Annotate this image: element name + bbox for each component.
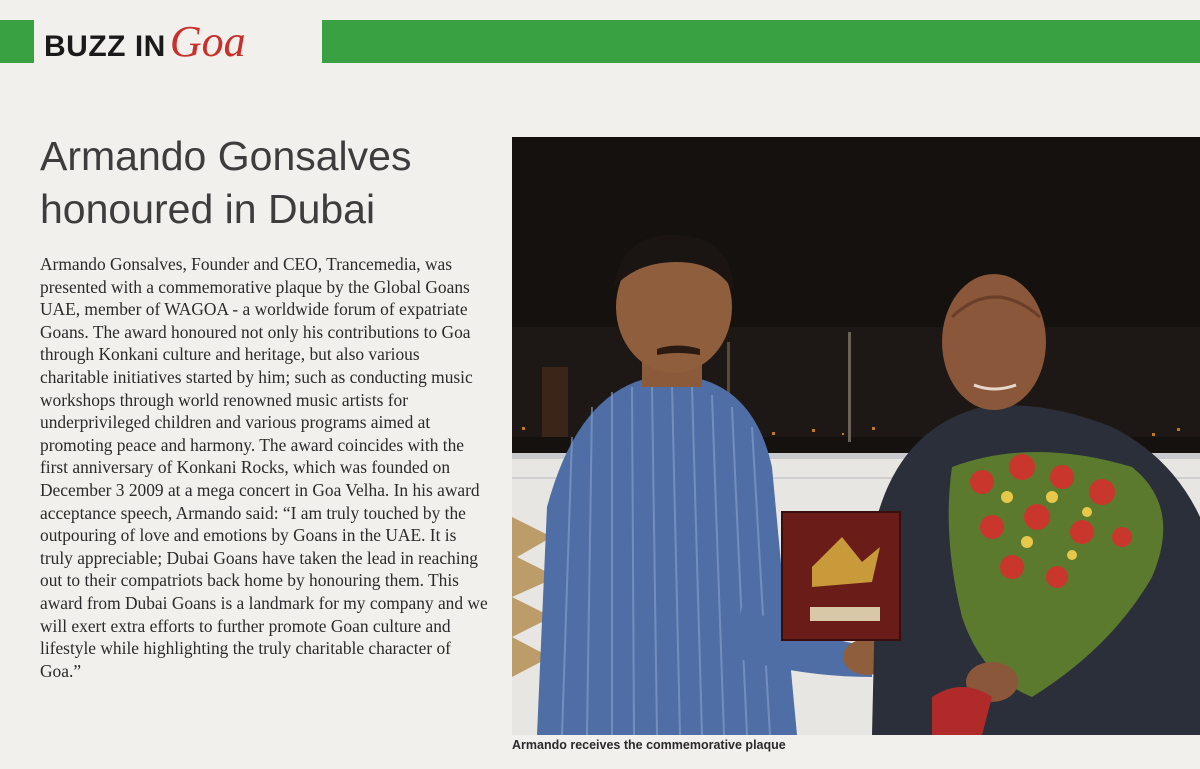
headline-line-2: honoured in Dubai [40,186,376,232]
headline-line-1: Armando Gonsalves [40,133,412,179]
article-body: Armando Gonsalves, Founder and CEO, Trancemedia, was presented with a commemorative plaque by the Global Goans UAE, member of WAGOA - a worldwide forum of expatriate Goans. The award honoured not only his contributions to Goa through Konkani culture and heritage, but also various charitable initiatives started by him; such as conducting music workshops through world renowned music artists for underprivileged children and various programs aimed at promoting peace and harmony. The award coincides with the first anniversary of Konkani Rocks, which was founded on December 3 2009 at a mega concert in Goa Velha. In his award acceptance speech, Armando said: “I am truly touched by the outpouring of love and emotions by Goans in the UAE. It is truly appreciable; Dubai Goans have taken the lead in reaching out to their compatriots back home by honouring them. This award from Dubai Goans is a landmark for my company and we will exert extra efforts to further promote Goan culture and lifestyle while highlighting the truly charitable character of Goa.” [40,254,488,681]
section-label [44,16,246,66]
award-photo-illustration [512,137,1200,735]
header-band-left [0,20,34,63]
section-label-buzz: BUZZ IN [44,30,166,63]
article-photo [512,137,1200,735]
section-label-goa: Goa [169,17,246,66]
photo-caption: Armando receives the commemorative plaque [512,738,786,752]
article-headline [40,130,500,236]
header-band-right [322,20,1200,63]
